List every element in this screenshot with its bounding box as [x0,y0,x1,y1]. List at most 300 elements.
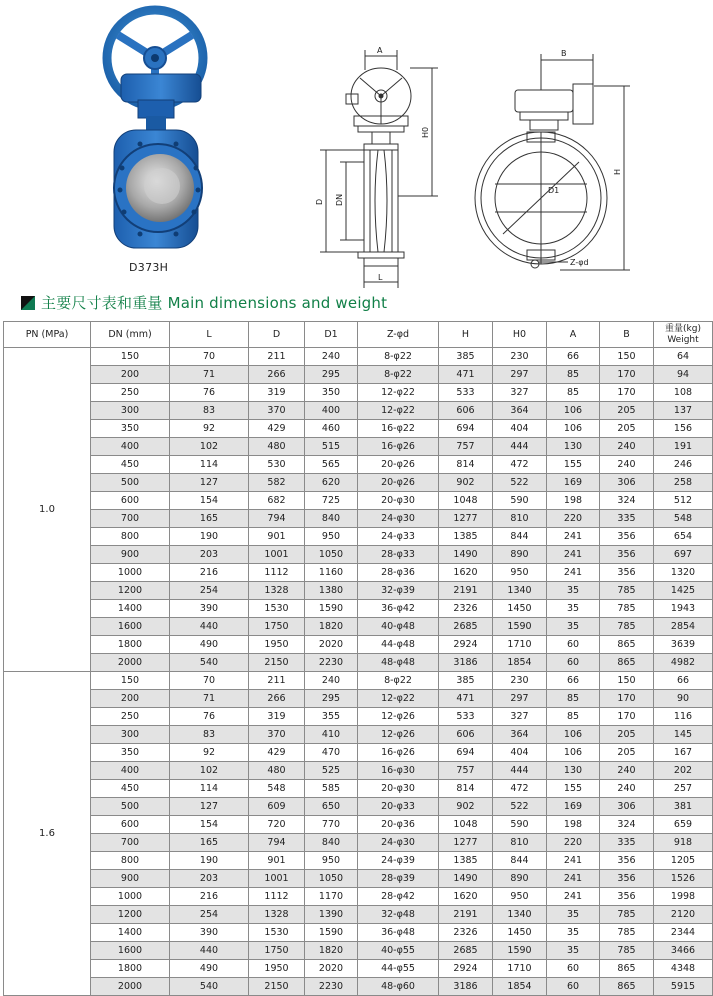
h0-cell: 1710 [493,960,547,978]
d1-cell: 1050 [305,870,358,888]
b-cell: 356 [600,546,654,564]
a-cell: 198 [547,816,600,834]
zphid-cell: 8-φ22 [358,348,439,366]
l-cell: 154 [170,816,249,834]
weight-cell: 145 [654,726,713,744]
table-row [4,366,713,384]
l-cell: 390 [170,600,249,618]
weight-cell: 1943 [654,600,713,618]
weight-cell: 3466 [654,942,713,960]
h0-cell: 472 [493,780,547,798]
d1-cell: 240 [305,348,358,366]
h-cell: 471 [439,366,493,384]
b-cell: 170 [600,690,654,708]
l-cell: 390 [170,924,249,942]
h0-cell: 1854 [493,654,547,672]
h-cell: 2685 [439,618,493,636]
a-cell: 35 [547,942,600,960]
h0-cell: 950 [493,888,547,906]
a-cell: 106 [547,744,600,762]
d1-cell: 350 [305,384,358,402]
h-cell: 757 [439,438,493,456]
a-cell: 220 [547,510,600,528]
dim-label-l: L [378,273,383,282]
table-row [4,528,713,546]
b-cell: 785 [600,906,654,924]
a-cell: 241 [547,870,600,888]
b-cell: 785 [600,942,654,960]
b-cell: 335 [600,834,654,852]
d-cell: 211 [249,348,305,366]
a-cell: 106 [547,726,600,744]
h0-cell: 810 [493,834,547,852]
h-cell: 471 [439,690,493,708]
zphid-cell: 44-φ48 [358,636,439,654]
h0-cell: 297 [493,366,547,384]
header-h: H [439,322,493,348]
h-cell: 1385 [439,852,493,870]
d-cell: 901 [249,852,305,870]
d1-cell: 840 [305,834,358,852]
dn-cell: 300 [91,402,170,420]
d-cell: 429 [249,420,305,438]
h0-cell: 444 [493,438,547,456]
d-cell: 1001 [249,870,305,888]
h0-cell: 444 [493,762,547,780]
weight-cell: 257 [654,780,713,798]
dn-cell: 250 [91,708,170,726]
header-d: D [249,322,305,348]
dn-cell: 600 [91,816,170,834]
a-cell: 220 [547,834,600,852]
weight-cell: 1526 [654,870,713,888]
zphid-cell: 16-φ22 [358,420,439,438]
b-cell: 356 [600,564,654,582]
l-cell: 102 [170,762,249,780]
weight-cell: 3639 [654,636,713,654]
weight-cell: 512 [654,492,713,510]
b-cell: 170 [600,384,654,402]
dn-cell: 2000 [91,978,170,996]
table-row [4,402,713,420]
h-cell: 1277 [439,834,493,852]
l-cell: 127 [170,474,249,492]
dn-cell: 900 [91,870,170,888]
dn-cell: 1000 [91,564,170,582]
zphid-cell: 28-φ39 [358,870,439,888]
weight-cell: 66 [654,672,713,690]
zphid-cell: 12-φ22 [358,690,439,708]
a-cell: 66 [547,348,600,366]
a-cell: 60 [547,960,600,978]
d1-cell: 1590 [305,924,358,942]
dim-label-b: B [561,49,567,58]
h-cell: 1048 [439,492,493,510]
table-row [4,960,713,978]
header-h0: H0 [493,322,547,348]
d-cell: 901 [249,528,305,546]
dn-cell: 700 [91,834,170,852]
h-cell: 606 [439,402,493,420]
dn-cell: 600 [91,492,170,510]
b-cell: 324 [600,492,654,510]
h0-cell: 404 [493,420,547,438]
zphid-cell: 48-φ60 [358,978,439,996]
zphid-cell: 24-φ30 [358,510,439,528]
weight-cell: 381 [654,798,713,816]
table-row [4,888,713,906]
d-cell: 1750 [249,942,305,960]
h-cell: 1620 [439,564,493,582]
h0-cell: 404 [493,744,547,762]
h0-cell: 364 [493,726,547,744]
photo-caption: D373H [129,261,169,274]
b-cell: 150 [600,348,654,366]
a-cell: 241 [547,888,600,906]
b-cell: 865 [600,960,654,978]
weight-cell: 64 [654,348,713,366]
zphid-cell: 40-φ48 [358,618,439,636]
h-cell: 814 [439,780,493,798]
d1-cell: 620 [305,474,358,492]
a-cell: 241 [547,546,600,564]
table-row [4,708,713,726]
h0-cell: 364 [493,402,547,420]
l-cell: 540 [170,654,249,672]
weight-cell: 258 [654,474,713,492]
h-cell: 3186 [439,978,493,996]
d-cell: 682 [249,492,305,510]
d-cell: 548 [249,780,305,798]
h-cell: 385 [439,348,493,366]
a-cell: 35 [547,924,600,942]
header-weight [654,322,713,348]
dn-cell: 300 [91,726,170,744]
zphid-cell: 12-φ22 [358,384,439,402]
table-row [4,978,713,996]
d1-cell: 470 [305,744,358,762]
zphid-cell: 12-φ26 [358,726,439,744]
table-row [4,564,713,582]
d-cell: 720 [249,816,305,834]
d1-cell: 725 [305,492,358,510]
h-cell: 1385 [439,528,493,546]
l-cell: 165 [170,510,249,528]
d-cell: 1530 [249,600,305,618]
dim-label-h: H [613,168,622,175]
weight-cell: 2344 [654,924,713,942]
a-cell: 35 [547,906,600,924]
dn-cell: 1200 [91,906,170,924]
l-cell: 71 [170,690,249,708]
h0-cell: 1450 [493,924,547,942]
h-cell: 2685 [439,942,493,960]
weight-cell: 4348 [654,960,713,978]
d1-cell: 2230 [305,654,358,672]
b-cell: 240 [600,438,654,456]
h0-cell: 1450 [493,600,547,618]
table-row [4,870,713,888]
b-cell: 356 [600,528,654,546]
table-row [4,438,713,456]
a-cell: 155 [547,456,600,474]
table-row [4,726,713,744]
a-cell: 35 [547,618,600,636]
dn-cell: 1200 [91,582,170,600]
h0-cell: 950 [493,564,547,582]
d-cell: 266 [249,366,305,384]
table-row [4,690,713,708]
dn-cell: 450 [91,456,170,474]
h-cell: 1277 [439,510,493,528]
weight-cell: 4982 [654,654,713,672]
weight-cell: 191 [654,438,713,456]
zphid-cell: 32-φ48 [358,906,439,924]
l-cell: 203 [170,870,249,888]
d1-cell: 1170 [305,888,358,906]
header-l: L [170,322,249,348]
h0-cell: 472 [493,456,547,474]
h0-cell: 230 [493,672,547,690]
table-header-row [4,322,713,348]
section-title: 主要尺寸表和重量 Main dimensions and weight [41,294,388,312]
h0-cell: 810 [493,510,547,528]
zphid-cell: 24-φ33 [358,528,439,546]
h-cell: 814 [439,456,493,474]
d1-cell: 2020 [305,960,358,978]
l-cell: 76 [170,708,249,726]
table-row [4,672,713,690]
weight-cell: 1320 [654,564,713,582]
dn-cell: 1600 [91,942,170,960]
table-row [4,420,713,438]
d1-cell: 2020 [305,636,358,654]
header-zphid: Z-φd [358,322,439,348]
zphid-cell: 28-φ36 [358,564,439,582]
d-cell: 370 [249,402,305,420]
d-cell: 582 [249,474,305,492]
h0-cell: 1590 [493,942,547,960]
d-cell: 319 [249,708,305,726]
dn-cell: 800 [91,852,170,870]
zphid-cell: 20-φ36 [358,816,439,834]
l-cell: 190 [170,528,249,546]
d1-cell: 515 [305,438,358,456]
d-cell: 370 [249,726,305,744]
dn-cell: 450 [91,780,170,798]
d1-cell: 585 [305,780,358,798]
h0-cell: 327 [493,384,547,402]
zphid-cell: 16-φ26 [358,438,439,456]
weight-cell: 246 [654,456,713,474]
d-cell: 609 [249,798,305,816]
l-cell: 190 [170,852,249,870]
d-cell: 530 [249,456,305,474]
dn-cell: 150 [91,672,170,690]
d1-cell: 1820 [305,618,358,636]
product-figures [0,0,689,290]
d-cell: 266 [249,690,305,708]
dim-label-d1: D1 [548,186,560,195]
zphid-cell: 28-φ42 [358,888,439,906]
dn-cell: 400 [91,762,170,780]
a-cell: 35 [547,582,600,600]
zphid-cell: 44-φ55 [358,960,439,978]
d1-cell: 400 [305,402,358,420]
table-row [4,456,713,474]
weight-cell: 2854 [654,618,713,636]
h0-cell: 890 [493,870,547,888]
a-cell: 60 [547,636,600,654]
pn-cell: 1.0 [4,348,91,672]
d1-cell: 525 [305,762,358,780]
b-cell: 324 [600,816,654,834]
l-cell: 540 [170,978,249,996]
h-cell: 2326 [439,924,493,942]
l-cell: 440 [170,942,249,960]
a-cell: 241 [547,852,600,870]
zphid-cell: 20-φ30 [358,492,439,510]
dn-cell: 200 [91,690,170,708]
h-cell: 2191 [439,582,493,600]
l-cell: 490 [170,636,249,654]
d-cell: 1530 [249,924,305,942]
h0-cell: 590 [493,492,547,510]
d-cell: 1112 [249,888,305,906]
dn-cell: 1600 [91,618,170,636]
dim-label-d: D [315,198,324,205]
weight-cell: 697 [654,546,713,564]
l-cell: 254 [170,906,249,924]
a-cell: 241 [547,528,600,546]
table-row [4,654,713,672]
d1-cell: 240 [305,672,358,690]
zphid-cell: 36-φ48 [358,924,439,942]
l-cell: 216 [170,564,249,582]
weight-cell: 90 [654,690,713,708]
weight-cell: 659 [654,816,713,834]
l-cell: 254 [170,582,249,600]
l-cell: 92 [170,744,249,762]
table-body [4,348,713,996]
zphid-cell: 20-φ33 [358,798,439,816]
dim-label-h0: H0 [421,126,430,138]
weight-cell: 5915 [654,978,713,996]
h-cell: 1620 [439,888,493,906]
h0-cell: 844 [493,528,547,546]
d-cell: 1950 [249,960,305,978]
h-cell: 533 [439,384,493,402]
dn-cell: 250 [91,384,170,402]
table-row [4,348,713,366]
table-row [4,780,713,798]
d1-cell: 460 [305,420,358,438]
l-cell: 203 [170,546,249,564]
h0-cell: 890 [493,546,547,564]
h-cell: 757 [439,762,493,780]
b-cell: 306 [600,798,654,816]
table-row [4,924,713,942]
h-cell: 2326 [439,600,493,618]
b-cell: 785 [600,618,654,636]
d-cell: 1950 [249,636,305,654]
d-cell: 2150 [249,654,305,672]
dn-cell: 350 [91,420,170,438]
section-heading [21,292,387,313]
a-cell: 169 [547,798,600,816]
h0-cell: 1340 [493,906,547,924]
d-cell: 1328 [249,906,305,924]
d1-cell: 295 [305,366,358,384]
d1-cell: 565 [305,456,358,474]
table-row [4,834,713,852]
b-cell: 356 [600,888,654,906]
h0-cell: 297 [493,690,547,708]
a-cell: 169 [547,474,600,492]
dn-cell: 700 [91,510,170,528]
table-row [4,816,713,834]
zphid-cell: 20-φ26 [358,474,439,492]
b-cell: 785 [600,600,654,618]
a-cell: 85 [547,690,600,708]
a-cell: 241 [547,564,600,582]
d-cell: 1750 [249,618,305,636]
dn-cell: 200 [91,366,170,384]
d-cell: 480 [249,438,305,456]
l-cell: 76 [170,384,249,402]
h-cell: 694 [439,420,493,438]
header-dn: DN (mm) [91,322,170,348]
header-pn: PN (MPa) [4,322,91,348]
l-cell: 71 [170,366,249,384]
h-cell: 902 [439,474,493,492]
table-row [4,510,713,528]
zphid-cell: 16-φ30 [358,762,439,780]
d-cell: 794 [249,510,305,528]
table-row [4,942,713,960]
b-cell: 785 [600,582,654,600]
d-cell: 2150 [249,978,305,996]
dn-cell: 900 [91,546,170,564]
a-cell: 130 [547,762,600,780]
zphid-cell: 32-φ39 [358,582,439,600]
table-row [4,762,713,780]
b-cell: 240 [600,456,654,474]
table-row [4,852,713,870]
h0-cell: 522 [493,798,547,816]
dn-cell: 500 [91,474,170,492]
d-cell: 794 [249,834,305,852]
weight-cell: 1998 [654,888,713,906]
l-cell: 216 [170,888,249,906]
zphid-cell: 24-φ39 [358,852,439,870]
table-row [4,492,713,510]
d1-cell: 1820 [305,942,358,960]
dn-cell: 150 [91,348,170,366]
d1-cell: 950 [305,528,358,546]
h0-cell: 1710 [493,636,547,654]
header-weight-cn: 重量(kg) [665,323,701,334]
d1-cell: 1050 [305,546,358,564]
zphid-cell: 36-φ42 [358,600,439,618]
d1-cell: 410 [305,726,358,744]
h-cell: 1490 [439,546,493,564]
h0-cell: 844 [493,852,547,870]
weight-cell: 108 [654,384,713,402]
table-row [4,636,713,654]
h0-cell: 230 [493,348,547,366]
table-row [4,582,713,600]
